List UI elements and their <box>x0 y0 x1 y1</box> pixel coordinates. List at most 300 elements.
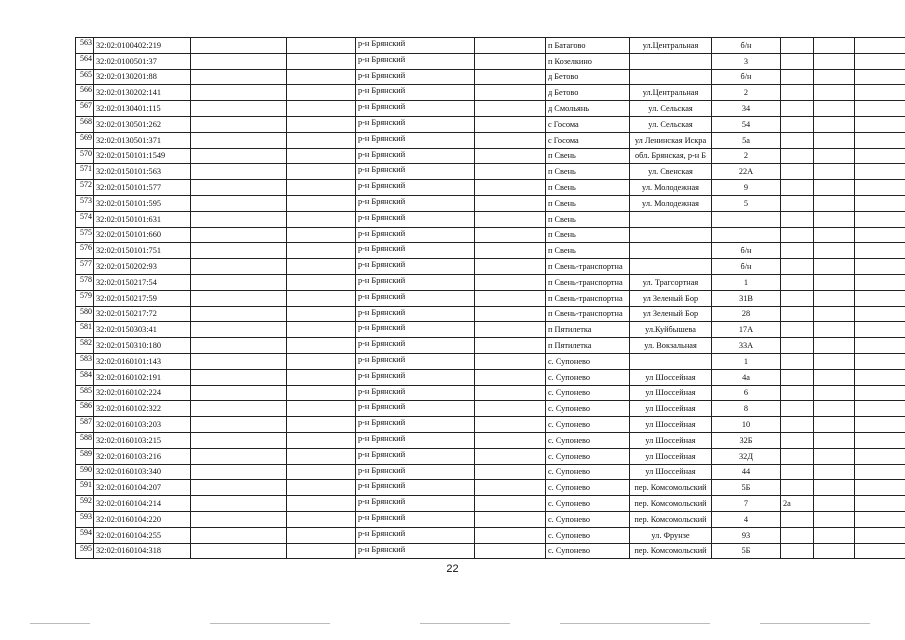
row-number-cell: 563 <box>76 38 94 54</box>
district-cell: р-н Брянский <box>356 85 475 101</box>
street-cell: ул Шоссейная <box>630 369 712 385</box>
row-number-cell: 583 <box>76 353 94 369</box>
col-6-cell <box>475 306 546 322</box>
row-number-cell: 568 <box>76 116 94 132</box>
district-cell: р-н Брянский <box>356 164 475 180</box>
col-3-cell <box>191 480 287 496</box>
col-3-cell <box>191 290 287 306</box>
table-row <box>76 511 905 527</box>
settlement-cell: п Свень <box>546 148 630 164</box>
col-11-cell <box>814 496 855 512</box>
col-11-cell <box>814 306 855 322</box>
table-row <box>76 274 905 290</box>
col-11-cell <box>814 353 855 369</box>
building-cell <box>781 85 814 101</box>
row-number-cell: 595 <box>76 543 94 559</box>
col-4-cell <box>287 243 356 259</box>
settlement-cell: с. Супонево <box>546 527 630 543</box>
cadastral-number-cell: 32:02:0130501:371 <box>94 132 191 148</box>
street-cell: ул. Вокзальная <box>630 338 712 354</box>
col-4-cell <box>287 432 356 448</box>
settlement-cell: п Свень-транспортна <box>546 290 630 306</box>
district-cell: р-н Брянский <box>356 227 475 243</box>
col-12-cell <box>855 227 905 243</box>
col-12-cell <box>855 369 905 385</box>
district-cell: р-н Брянский <box>356 259 475 275</box>
cadastral-number-cell: 32:02:0150310:180 <box>94 338 191 354</box>
settlement-cell: п Свень <box>546 211 630 227</box>
cadastral-number-cell: 32:02:0150101:595 <box>94 195 191 211</box>
col-12-cell <box>855 195 905 211</box>
building-cell <box>781 180 814 196</box>
col-6-cell <box>475 116 546 132</box>
table-row <box>76 132 905 148</box>
house-number-cell: 2 <box>712 148 781 164</box>
col-6-cell <box>475 148 546 164</box>
house-number-cell: 7 <box>712 496 781 512</box>
table-row <box>76 496 905 512</box>
settlement-cell: с. Супонево <box>546 511 630 527</box>
col-4-cell <box>287 464 356 480</box>
cadastral-number-cell: 32:02:0150101:563 <box>94 164 191 180</box>
house-number-cell: 28 <box>712 306 781 322</box>
col-12-cell <box>855 164 905 180</box>
building-cell <box>781 306 814 322</box>
house-number-cell: 44 <box>712 464 781 480</box>
house-number-cell: 22А <box>712 164 781 180</box>
col-6-cell <box>475 69 546 85</box>
building-cell <box>781 480 814 496</box>
building-cell <box>781 401 814 417</box>
building-cell <box>781 322 814 338</box>
col-11-cell <box>814 227 855 243</box>
col-11-cell <box>814 243 855 259</box>
row-number-cell: 588 <box>76 432 94 448</box>
col-6-cell <box>475 322 546 338</box>
settlement-cell: п Свень <box>546 195 630 211</box>
col-11-cell <box>814 148 855 164</box>
building-cell <box>781 69 814 85</box>
cadastral-number-cell: 32:02:0160104:220 <box>94 511 191 527</box>
row-number-cell: 594 <box>76 527 94 543</box>
col-6-cell <box>475 543 546 559</box>
district-cell: р-н Брянский <box>356 243 475 259</box>
col-3-cell <box>191 164 287 180</box>
street-cell: ул Шоссейная <box>630 401 712 417</box>
house-number-cell: 4 <box>712 511 781 527</box>
street-cell: пер. Комсомольский <box>630 511 712 527</box>
col-3-cell <box>191 101 287 117</box>
settlement-cell: п Свень-транспортна <box>546 306 630 322</box>
house-number-cell: 10 <box>712 417 781 433</box>
building-cell <box>781 132 814 148</box>
building-cell <box>781 38 814 54</box>
col-6-cell <box>475 259 546 275</box>
house-number-cell: 5 <box>712 195 781 211</box>
col-6-cell <box>475 227 546 243</box>
col-6-cell <box>475 211 546 227</box>
col-3-cell <box>191 543 287 559</box>
street-cell: ул.Центральная <box>630 85 712 101</box>
col-3-cell <box>191 432 287 448</box>
house-number-cell: 1 <box>712 353 781 369</box>
cadastral-number-cell: 32:02:0130401:115 <box>94 101 191 117</box>
col-11-cell <box>814 464 855 480</box>
table-row <box>76 101 905 117</box>
house-number-cell: 3 <box>712 53 781 69</box>
col-11-cell <box>814 53 855 69</box>
settlement-cell: с. Супонево <box>546 543 630 559</box>
table-row <box>76 480 905 496</box>
col-11-cell <box>814 101 855 117</box>
row-number-cell: 575 <box>76 227 94 243</box>
row-number-cell: 589 <box>76 448 94 464</box>
col-6-cell <box>475 338 546 354</box>
col-6-cell <box>475 243 546 259</box>
building-cell <box>781 338 814 354</box>
table-row <box>76 180 905 196</box>
row-number-cell: 565 <box>76 69 94 85</box>
table-row <box>76 290 905 306</box>
col-4-cell <box>287 480 356 496</box>
col-12-cell <box>855 259 905 275</box>
building-cell <box>781 164 814 180</box>
col-12-cell <box>855 480 905 496</box>
house-number-cell: 31В <box>712 290 781 306</box>
house-number-cell: 5Б <box>712 480 781 496</box>
settlement-cell: д Смольянь <box>546 101 630 117</box>
cadastral-number-cell: 32:02:0160102:191 <box>94 369 191 385</box>
settlement-cell: с. Супонево <box>546 417 630 433</box>
settlement-cell: п Свень <box>546 180 630 196</box>
cadastral-number-cell: 32:02:0160104:255 <box>94 527 191 543</box>
registry-table <box>75 37 905 559</box>
col-6-cell <box>475 527 546 543</box>
street-cell <box>630 259 712 275</box>
street-cell <box>630 353 712 369</box>
col-12-cell <box>855 290 905 306</box>
district-cell: р-н Брянский <box>356 511 475 527</box>
district-cell: р-н Брянский <box>356 448 475 464</box>
col-12-cell <box>855 464 905 480</box>
row-number-cell: 570 <box>76 148 94 164</box>
settlement-cell: с Госома <box>546 132 630 148</box>
cadastral-number-cell: 32:02:0160103:340 <box>94 464 191 480</box>
district-cell: р-н Брянский <box>356 148 475 164</box>
district-cell: р-н Брянский <box>356 180 475 196</box>
building-cell <box>781 353 814 369</box>
district-cell: р-н Брянский <box>356 322 475 338</box>
col-4-cell <box>287 148 356 164</box>
cadastral-number-cell: 32:02:0150101:751 <box>94 243 191 259</box>
settlement-cell: п Пятилетка <box>546 322 630 338</box>
col-12-cell <box>855 306 905 322</box>
col-6-cell <box>475 369 546 385</box>
cadastral-number-cell: 32:02:0130202:141 <box>94 85 191 101</box>
table-row <box>76 195 905 211</box>
building-cell <box>781 243 814 259</box>
cadastral-number-cell: 32:02:0150202:93 <box>94 259 191 275</box>
row-number-cell: 581 <box>76 322 94 338</box>
col-12-cell <box>855 496 905 512</box>
col-11-cell <box>814 195 855 211</box>
row-number-cell: 586 <box>76 401 94 417</box>
settlement-cell: с. Супонево <box>546 432 630 448</box>
house-number-cell: 2 <box>712 85 781 101</box>
house-number-cell: 1 <box>712 274 781 290</box>
district-cell: р-н Брянский <box>356 543 475 559</box>
house-number-cell: 9 <box>712 180 781 196</box>
street-cell: пер. Комсомольский <box>630 543 712 559</box>
cadastral-number-cell: 32:02:0160102:322 <box>94 401 191 417</box>
street-cell <box>630 227 712 243</box>
row-number-cell: 567 <box>76 101 94 117</box>
col-11-cell <box>814 116 855 132</box>
district-cell: р-н Брянский <box>356 401 475 417</box>
col-11-cell <box>814 369 855 385</box>
col-12-cell <box>855 148 905 164</box>
settlement-cell: с. Супонево <box>546 385 630 401</box>
table-row <box>76 148 905 164</box>
col-4-cell <box>287 101 356 117</box>
settlement-cell: с. Супонево <box>546 401 630 417</box>
building-cell <box>781 432 814 448</box>
col-6-cell <box>475 511 546 527</box>
col-4-cell <box>287 180 356 196</box>
table-row <box>76 69 905 85</box>
page-number: 22 <box>446 563 459 575</box>
table-row <box>76 243 905 259</box>
street-cell: ул. Трагсортная <box>630 274 712 290</box>
house-number-cell: 33А <box>712 338 781 354</box>
col-12-cell <box>855 511 905 527</box>
table-row <box>76 211 905 227</box>
street-cell <box>630 53 712 69</box>
col-11-cell <box>814 132 855 148</box>
house-number-cell: б/н <box>712 69 781 85</box>
row-number-cell: 591 <box>76 480 94 496</box>
col-3-cell <box>191 259 287 275</box>
row-number-cell: 564 <box>76 53 94 69</box>
settlement-cell: с. Супонево <box>546 480 630 496</box>
col-4-cell <box>287 164 356 180</box>
building-cell <box>781 385 814 401</box>
cadastral-number-cell: 32:02:0160104:318 <box>94 543 191 559</box>
col-3-cell <box>191 243 287 259</box>
col-12-cell <box>855 38 905 54</box>
col-4-cell <box>287 369 356 385</box>
settlement-cell: п Пятилетка <box>546 338 630 354</box>
street-cell: ул.Центральная <box>630 38 712 54</box>
building-cell <box>781 464 814 480</box>
row-number-cell: 579 <box>76 290 94 306</box>
col-3-cell <box>191 306 287 322</box>
cadastral-number-cell: 32:02:0150217:54 <box>94 274 191 290</box>
col-6-cell <box>475 353 546 369</box>
cadastral-number-cell: 32:02:0160103:203 <box>94 417 191 433</box>
col-12-cell <box>855 85 905 101</box>
table-row <box>76 322 905 338</box>
col-11-cell <box>814 448 855 464</box>
row-number-cell: 576 <box>76 243 94 259</box>
district-cell: р-н Брянский <box>356 53 475 69</box>
col-11-cell <box>814 511 855 527</box>
table-row <box>76 164 905 180</box>
col-6-cell <box>475 417 546 433</box>
scan-edge-artifact <box>0 620 905 628</box>
house-number-cell: 17А <box>712 322 781 338</box>
col-12-cell <box>855 274 905 290</box>
col-11-cell <box>814 480 855 496</box>
col-4-cell <box>287 195 356 211</box>
col-3-cell <box>191 511 287 527</box>
col-12-cell <box>855 385 905 401</box>
district-cell: р-н Брянский <box>356 527 475 543</box>
cadastral-number-cell: 32:02:0160103:216 <box>94 448 191 464</box>
col-4-cell <box>287 69 356 85</box>
street-cell <box>630 211 712 227</box>
district-cell: р-н Брянский <box>356 464 475 480</box>
house-number-cell: 5Б <box>712 543 781 559</box>
house-number-cell: 8 <box>712 401 781 417</box>
building-cell <box>781 527 814 543</box>
col-4-cell <box>287 353 356 369</box>
col-11-cell <box>814 401 855 417</box>
col-3-cell <box>191 274 287 290</box>
district-cell: р-н Брянский <box>356 480 475 496</box>
col-4-cell <box>287 259 356 275</box>
row-number-cell: 577 <box>76 259 94 275</box>
col-11-cell <box>814 527 855 543</box>
street-cell: ул. Сельская <box>630 101 712 117</box>
house-number-cell: 54 <box>712 116 781 132</box>
building-cell <box>781 543 814 559</box>
house-number-cell: б/н <box>712 38 781 54</box>
col-4-cell <box>287 527 356 543</box>
table-row <box>76 401 905 417</box>
street-cell: пер. Комсомольский <box>630 496 712 512</box>
col-3-cell <box>191 148 287 164</box>
row-number-cell: 587 <box>76 417 94 433</box>
row-number-cell: 582 <box>76 338 94 354</box>
col-12-cell <box>855 53 905 69</box>
building-cell <box>781 369 814 385</box>
table-row <box>76 527 905 543</box>
settlement-cell: с. Супонево <box>546 353 630 369</box>
row-number-cell: 584 <box>76 369 94 385</box>
col-12-cell <box>855 211 905 227</box>
cadastral-number-cell: 32:02:0150101:1549 <box>94 148 191 164</box>
col-12-cell <box>855 417 905 433</box>
house-number-cell <box>712 227 781 243</box>
street-cell: ул Шоссейная <box>630 432 712 448</box>
district-cell: р-н Брянский <box>356 38 475 54</box>
col-4-cell <box>287 448 356 464</box>
col-4-cell <box>287 496 356 512</box>
col-6-cell <box>475 38 546 54</box>
col-3-cell <box>191 69 287 85</box>
settlement-cell: п Свень-транспортна <box>546 274 630 290</box>
street-cell: ул. Фрунзе <box>630 527 712 543</box>
col-12-cell <box>855 448 905 464</box>
settlement-cell: п Свень <box>546 243 630 259</box>
col-3-cell <box>191 353 287 369</box>
street-cell: ул. Молодежная <box>630 195 712 211</box>
table-row <box>76 259 905 275</box>
col-6-cell <box>475 132 546 148</box>
col-11-cell <box>814 385 855 401</box>
cadastral-number-cell: 32:02:0160101:143 <box>94 353 191 369</box>
district-cell: р-н Брянский <box>356 432 475 448</box>
col-4-cell <box>287 385 356 401</box>
district-cell: р-н Брянский <box>356 306 475 322</box>
street-cell: пер. Комсомольский <box>630 480 712 496</box>
building-cell <box>781 195 814 211</box>
street-cell: ул Шоссейная <box>630 385 712 401</box>
col-3-cell <box>191 53 287 69</box>
col-4-cell <box>287 211 356 227</box>
cadastral-number-cell: 32:02:0160103:215 <box>94 432 191 448</box>
house-number-cell: 34 <box>712 101 781 117</box>
house-number-cell <box>712 211 781 227</box>
street-cell: обл. Брянская, р-н Б <box>630 148 712 164</box>
col-6-cell <box>475 401 546 417</box>
col-3-cell <box>191 401 287 417</box>
col-6-cell <box>475 180 546 196</box>
row-number-cell: 592 <box>76 496 94 512</box>
col-12-cell <box>855 338 905 354</box>
col-11-cell <box>814 543 855 559</box>
district-cell: р-н Брянский <box>356 385 475 401</box>
street-cell: ул Шоссейная <box>630 464 712 480</box>
district-cell: р-н Брянский <box>356 290 475 306</box>
col-3-cell <box>191 38 287 54</box>
district-cell: р-н Брянский <box>356 69 475 85</box>
building-cell: 2а <box>781 496 814 512</box>
col-6-cell <box>475 448 546 464</box>
col-6-cell <box>475 464 546 480</box>
building-cell <box>781 274 814 290</box>
district-cell: р-н Брянский <box>356 496 475 512</box>
settlement-cell: с. Супонево <box>546 464 630 480</box>
col-3-cell <box>191 417 287 433</box>
col-11-cell <box>814 85 855 101</box>
col-6-cell <box>475 480 546 496</box>
col-3-cell <box>191 85 287 101</box>
col-11-cell <box>814 290 855 306</box>
street-cell: ул. Сельская <box>630 116 712 132</box>
col-3-cell <box>191 369 287 385</box>
col-3-cell <box>191 464 287 480</box>
cadastral-number-cell: 32:02:0160104:214 <box>94 496 191 512</box>
settlement-cell: с. Супонево <box>546 496 630 512</box>
row-number-cell: 578 <box>76 274 94 290</box>
row-number-cell: 573 <box>76 195 94 211</box>
building-cell <box>781 211 814 227</box>
cadastral-number-cell: 32:02:0150101:660 <box>94 227 191 243</box>
street-cell <box>630 243 712 259</box>
col-12-cell <box>855 116 905 132</box>
col-6-cell <box>475 195 546 211</box>
col-12-cell <box>855 69 905 85</box>
col-11-cell <box>814 432 855 448</box>
col-3-cell <box>191 116 287 132</box>
col-12-cell <box>855 132 905 148</box>
col-6-cell <box>475 101 546 117</box>
table-row <box>76 417 905 433</box>
house-number-cell: 6 <box>712 385 781 401</box>
street-cell: ул Шоссейная <box>630 448 712 464</box>
